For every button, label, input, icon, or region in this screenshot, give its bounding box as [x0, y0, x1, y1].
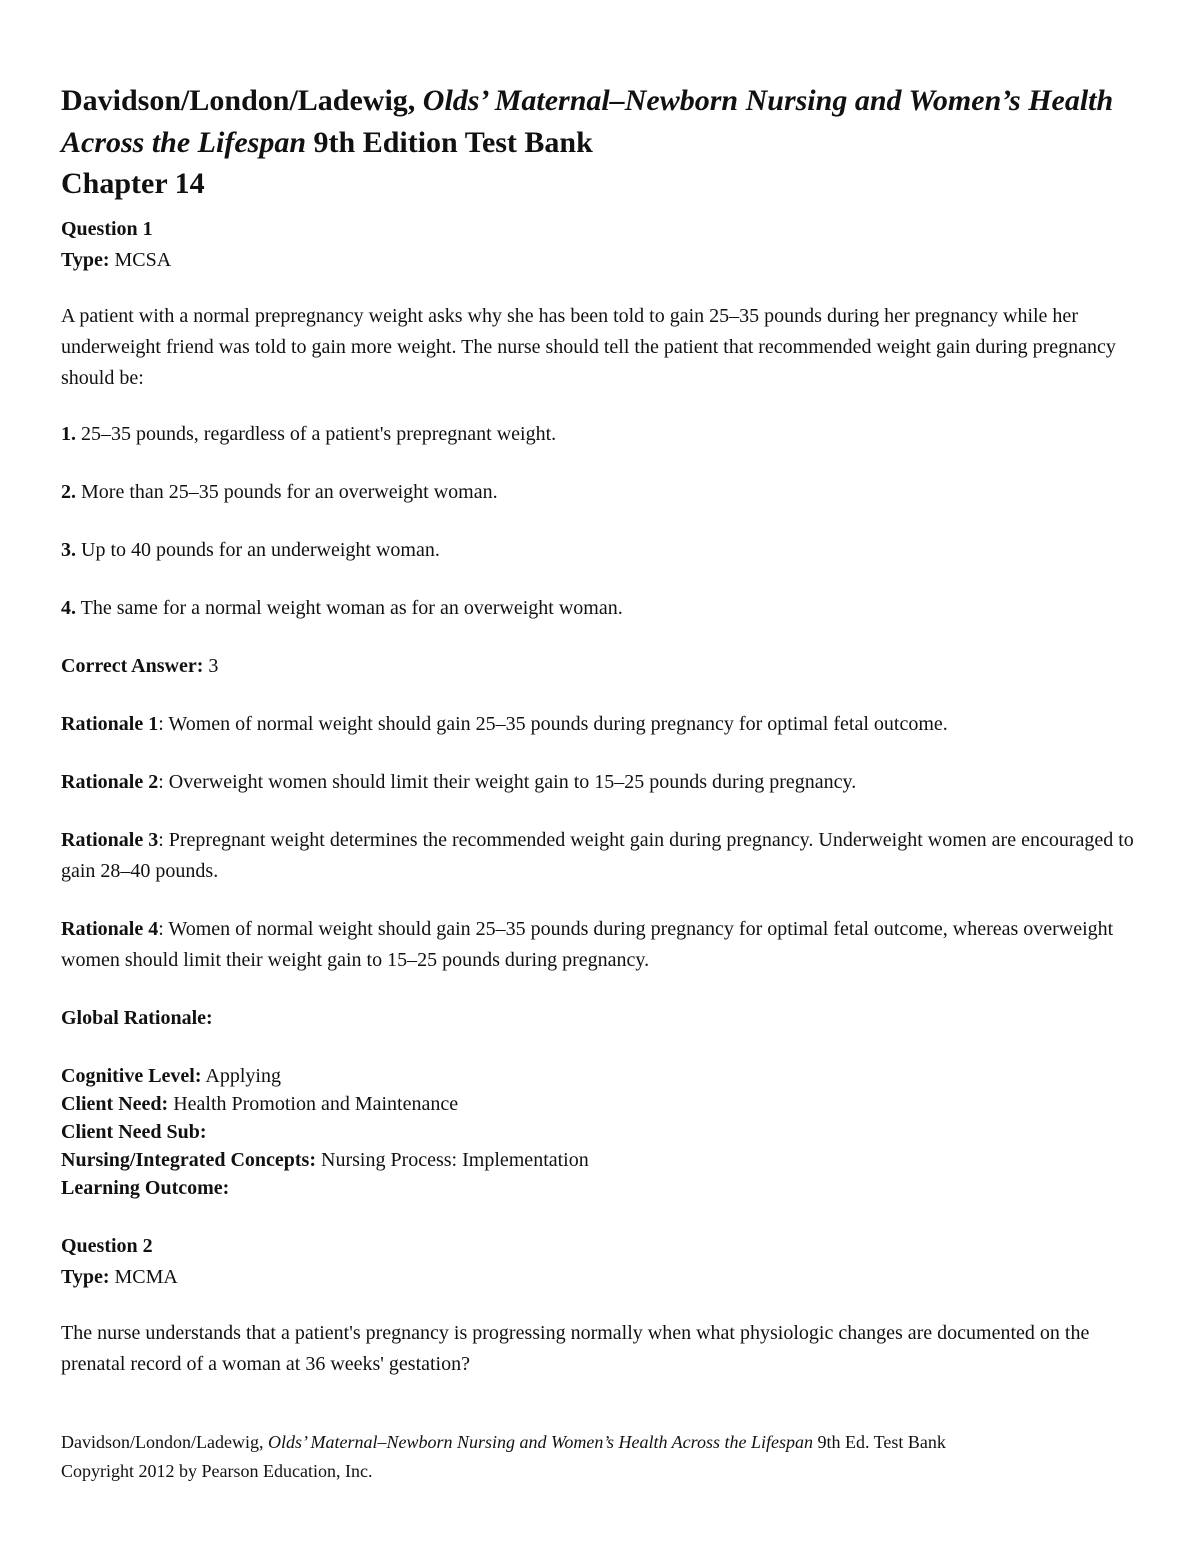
rationale-2: Rationale 2: Overweight women should limit their weight gain to 15–25 pounds during pregnancy.	[61, 771, 857, 793]
learning-outcome: Learning Outcome:	[61, 1177, 230, 1199]
client-need-sub: Client Need Sub:	[61, 1121, 207, 1143]
option-2: 2. More than 25–35 pounds for an overweight woman.	[61, 481, 498, 503]
nursing-integrated-concepts: Nursing/Integrated Concepts: Nursing Process: Implementation	[61, 1149, 589, 1171]
rationale-3: Rationale 3: Prepregnant weight determines the recommended weight gain during pregnancy. Underweight women are encouraged to gain 28–40 pounds.	[61, 829, 1134, 882]
client-need: Client Need: Health Promotion and Maintenance	[61, 1093, 459, 1115]
document-page	[61, 80, 1141, 1380]
question-2-type: Type: MCMA	[61, 1266, 178, 1288]
footer-citation: Davidson/London/Ladewig, Olds’ Maternal–Newborn Nursing and Women’s Health Across the Lifespan 9th Ed. Test Bank	[61, 1432, 946, 1452]
page-footer	[61, 1428, 1151, 1486]
correct-answer: Correct Answer: 3	[61, 655, 219, 677]
option-3: 3. Up to 40 pounds for an underweight woman.	[61, 539, 440, 561]
question-1-stem: A patient with a normal prepregnancy weight asks why she has been told to gain 25–35 pounds during her pregnancy while her underweight friend was told to gain more weight. The nurse should tell the patient that recommended weight gain during pregnancy should be:	[61, 305, 1116, 389]
document-title	[61, 80, 1141, 164]
question-2-label: Question 2	[61, 1235, 153, 1257]
rationale-4: Rationale 4: Women of normal weight should gain 25–35 pounds during pregnancy for optimal fetal outcome, whereas overweight women should limit their weight gain to 15–25 pounds during pregnancy.	[61, 918, 1114, 971]
title-authors: Davidson/London/Ladewig,	[61, 84, 423, 117]
chapter-heading: Chapter 14	[61, 167, 205, 200]
cognitive-level: Cognitive Level: Applying	[61, 1065, 281, 1087]
title-edition: 9th Edition Test Bank	[306, 126, 593, 159]
global-rationale-label: Global Rationale:	[61, 1007, 213, 1029]
rationale-1: Rationale 1: Women of normal weight should gain 25–35 pounds during pregnancy for optimal fetal outcome.	[61, 713, 948, 735]
option-4: 4. The same for a normal weight woman as for an overweight woman.	[61, 597, 623, 619]
footer-copyright: Copyright 2012 by Pearson Education, Inc.	[61, 1461, 373, 1481]
option-1: 1. 25–35 pounds, regardless of a patient's prepregnant weight.	[61, 423, 557, 445]
title-book: Olds’ Maternal–Newborn Nursing and Women’s Health Across the Lifespan	[61, 84, 1114, 159]
question-2-stem: The nurse understands that a patient's pregnancy is progressing normally when what physiologic changes are documented on the prenatal record of a woman at 36 weeks' gestation?	[61, 1322, 1090, 1375]
question-1-type: Type: MCSA	[61, 249, 172, 271]
question-1-label: Question 1	[61, 218, 153, 240]
